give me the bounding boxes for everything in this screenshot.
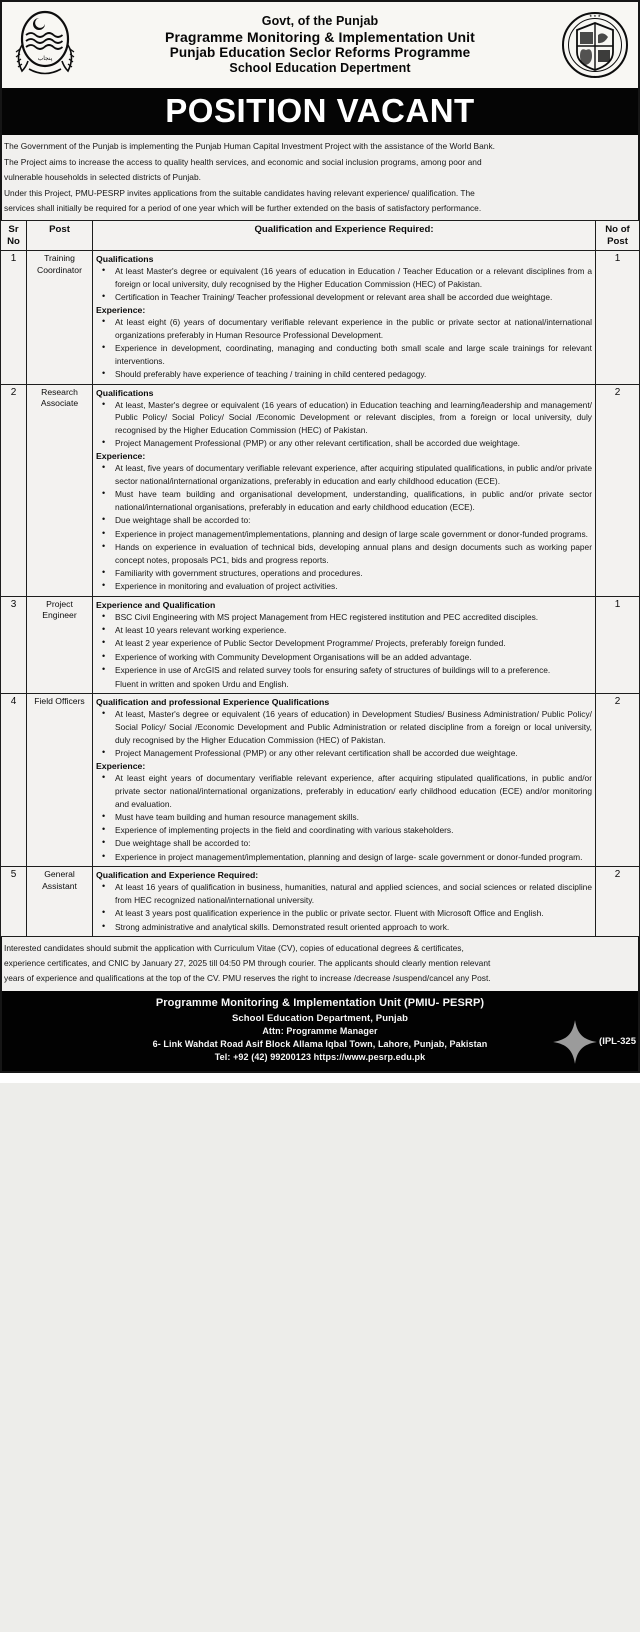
ipl-reference-mark xyxy=(552,1019,636,1065)
intro-line-4: Under this Project, PMU-PESRP invites applications from the suitable candidates having relevant experience/ qualification. The xyxy=(4,187,475,198)
requirement-item: • At least 2 year experience of Public Sector Development Programme/ Projects, preferably foreign funded. xyxy=(96,637,592,650)
header-sr-no: Sr No xyxy=(1,221,27,251)
requirement-item: • Project Management Professional (PMP) or any other relevant certification, shall be accorded due weightage. xyxy=(96,437,592,450)
school-education-department-crest-icon xyxy=(558,6,632,84)
requirement-item: • Experience in monitoring and evaluation of project activities. xyxy=(96,580,592,593)
header-no-of-post: No of Post xyxy=(596,221,640,251)
svg-text:★ ★ ★: ★ ★ ★ xyxy=(589,75,601,79)
requirement-item: • Project Management Professional (PMP) or any other relevant certification shall be accorded due weightage. xyxy=(96,747,592,760)
requirement-item: • Experience in project management/implementations, planning and design of large scale government or donor-funded programs. xyxy=(96,528,592,541)
requirement-item: • At least, five years of documentary verifiable relevant experience, after acquiring stipulated qualifications, in public and/or private sector national/international organizations, preferably in education and early childhood education (ECE). xyxy=(96,462,592,488)
row-qualification-cell xyxy=(93,251,596,385)
position-vacant-banner: POSITION VACANT xyxy=(0,88,640,135)
table-row xyxy=(1,694,640,867)
row-qualification-cell xyxy=(93,384,596,596)
closing-line-3: years of experience and qualifications at the top of the CV. PMU reserves the right to increase /decrease /suspend/cancel any Post. xyxy=(4,972,491,983)
requirement-item: • Experience of implementing projects in the field and coordinating with various stakeholders. xyxy=(96,824,592,837)
masthead xyxy=(0,0,640,88)
requirement-item: • At least eight (6) years of documentary verifiable relevant experience in the public or private sector at national/international organizations preferably in Human Resource Professional Development. xyxy=(96,316,592,342)
row-serial-number: 5 xyxy=(1,867,27,937)
vacancy-table xyxy=(0,220,640,937)
requirement-item: • Hands on experience in evaluation of technical bids, developing annual plans and design documents such as working paper concept notes, proposals PC1, bids and progress reports. xyxy=(96,541,592,567)
requirement-item: • At least eight years of documentary verifiable relevant experience, after acquiring stipulated qualifications, in public and/or private sector national/international organizations, preferably in education/ early childhood education (ECE) and/or monitoring and evaluation. xyxy=(96,772,592,810)
masthead-line-pmiu: Pragramme Monitoring & Implementation Unit xyxy=(165,28,475,45)
masthead-title-block xyxy=(82,14,558,76)
svg-text:پنجاب: پنجاب xyxy=(37,56,53,62)
table-header-row xyxy=(1,221,640,251)
row-qualification-cell xyxy=(93,596,596,694)
intro-line-5: services shall initially be required for a period of one year which will be further extended on the basis of satisfactory performance. xyxy=(4,203,482,214)
footer-contact-block xyxy=(0,991,640,1072)
page-bottom-margin xyxy=(0,1073,640,1083)
footer-department: School Education Department, Punjab xyxy=(231,1012,409,1024)
row-number-of-posts: 2 xyxy=(596,867,640,937)
table-row xyxy=(1,384,640,596)
requirement-item: • At least 16 years of qualification in business, humanities, natural and applied sciences, and social sciences or related discipline from HEC recognized national/international university. xyxy=(96,881,592,907)
row-number-of-posts: 2 xyxy=(596,694,640,867)
row-post-title: Research Associate xyxy=(27,384,93,596)
requirement-item: • Certification in Teacher Training/ Teacher professional development or relevant area shall be accorded due weightage. xyxy=(96,291,592,304)
section-heading: Experience: xyxy=(96,761,146,772)
requirement-item: • Must have team building and human resource management skills. xyxy=(96,811,592,824)
requirement-list xyxy=(96,316,592,381)
section-heading: Qualifications xyxy=(96,254,154,265)
row-post-title: General Assistant xyxy=(27,867,93,937)
masthead-line-department: School Education Depertment xyxy=(229,61,411,76)
closing-line-1: Interested candidates should submit the application with Curriculum Vitae (CV), copies of educational degrees & certificates, xyxy=(4,943,464,954)
closing-line-2: experience certificates, and CNIC by January 27, 2025 till 04:50 PM through courier. The applicants should clearly mention relevant xyxy=(4,958,491,969)
row-qualification-cell xyxy=(93,694,596,867)
table-row xyxy=(1,867,640,937)
table-row xyxy=(1,596,640,694)
row-number-of-posts: 1 xyxy=(596,251,640,385)
row-serial-number: 3 xyxy=(1,596,27,694)
requirement-item: • Due weightage shall be accorded to: xyxy=(96,837,592,850)
row-serial-number: 2 xyxy=(1,384,27,596)
row-serial-number: 4 xyxy=(1,694,27,867)
requirement-item: • At least 3 years post qualification experience in the public or private sector. Fluent with Microsoft Office and English. xyxy=(96,907,592,920)
requirement-list xyxy=(96,881,592,933)
footer-telephone-website: Tel: +92 (42) 99200123 https://www.pesrp.edu.pk xyxy=(214,1051,426,1062)
requirement-item: • Experience in development, coordinating, managing and conducting both small scale and large scale trainings for relevant interventions. xyxy=(96,342,592,368)
requirement-list xyxy=(96,772,592,863)
requirement-item: Fluent in written and spoken Urdu and English. xyxy=(115,678,289,689)
requirement-item: • BSC Civil Engineering with MS project Management from HEC registered institution and PEC accredited disciples. xyxy=(96,611,592,624)
row-post-title: Project Engineer xyxy=(27,596,93,694)
svg-text:★ ★ ★: ★ ★ ★ xyxy=(589,14,601,18)
masthead-line-pesrp: Punjab Education Seclor Reforms Programme xyxy=(169,45,471,61)
requirement-item: • Must have team building and organisational development, understanding, qualifications, in public and/or private sector national/international organisations, preferably in education and early childhood education (ECE). xyxy=(96,488,592,514)
section-heading: Qualification and Experience Required: xyxy=(96,870,259,881)
section-heading: Qualification and professional Experience Qualifications xyxy=(96,697,330,708)
requirement-list xyxy=(96,678,592,691)
requirement-list xyxy=(96,399,592,451)
requirement-list xyxy=(96,708,592,760)
row-post-title: Field Officers xyxy=(27,694,93,867)
footer-address: 6- Link Wahdat Road Asif Block Allama Iqbal Town, Lahore, Punjab, Pakistan xyxy=(152,1039,488,1050)
closing-note xyxy=(0,937,640,991)
footer-org-name: Programme Monitoring & Implementation Unit (PMIU- PESRP) xyxy=(155,997,485,1010)
four-point-star-icon xyxy=(552,1019,598,1065)
intro-line-3: vulnerable households in selected districts of Punjab. xyxy=(4,172,201,183)
requirement-item: • At least Master's degree or equivalent (16 years of education in Education / Teacher Education or a relevant disciplines from a foreign or local university, duly recognised by the Higher Education Commission (HEC) of Pakistan. xyxy=(96,265,592,291)
intro-line-2: The Project aims to increase the access to quality health services, and economic and social inclusion programs, among poor and xyxy=(4,156,482,167)
requirement-item: • At least 10 years relevant working experience. xyxy=(96,624,592,637)
section-heading: Qualifications xyxy=(96,387,154,398)
requirement-item: • Familiarity with government structures, operations and procedures. xyxy=(96,567,592,580)
requirement-item: • Should preferably have experience of teaching / training in child centered pedagogy. xyxy=(96,368,592,381)
requirement-item: • At least, Master's degree or equivalent (16 years of education) in Development Studies/ Business Administration/ Public Policy/ Social Policy/ Social /Economic Development and Public Administration or related discipline from a foreign or local university, duly recognised by the Higher Education Commission (HEC) of Pakistan. xyxy=(96,708,592,746)
masthead-line-govt: Govt, of the Punjab xyxy=(261,14,379,29)
requirement-item: • Strong administrative and analytical skills. Demonstrated result oriented approach to work. xyxy=(96,921,592,934)
section-heading: Experience: xyxy=(96,304,146,315)
row-number-of-posts: 1 xyxy=(596,596,640,694)
ipl-code-text: (IPL-325 xyxy=(599,1036,636,1048)
header-post: Post xyxy=(27,221,93,251)
row-qualification-cell xyxy=(93,867,596,937)
requirement-item: • Experience of working with Community Development Organisations will be an added advantage. xyxy=(96,651,592,664)
header-qualification: Qualification and Experience Required: xyxy=(93,221,596,251)
requirement-list xyxy=(96,265,592,304)
section-heading: Experience and Qualification xyxy=(96,599,216,610)
requirement-item: • At least, Master's degree or equivalent (16 years of education) in Education teaching and learning/leadership and management/ Public Policy/ Social Policy/ Social /Economic Development or relevant disciples, from a foreign or local university, duly recognised by the Higher Education Commission (HEC) of Pakistan. xyxy=(96,399,592,437)
vacancy-table-body xyxy=(1,251,640,937)
requirement-item: • Due weightage shall be accorded to: xyxy=(96,514,592,527)
table-row xyxy=(1,251,640,385)
row-post-title: Training Coordinator xyxy=(27,251,93,385)
punjab-government-crest-icon xyxy=(8,6,82,84)
intro-paragraphs xyxy=(0,135,640,220)
requirement-list xyxy=(96,462,592,593)
requirement-item: • Experience in project management/implementation, planning and design of large- scale government or donor-funded program. xyxy=(96,851,592,864)
requirement-list xyxy=(96,611,592,677)
requirement-item: • Experience in use of ArcGIS and related survey tools for ensuring safety of structures of buildings will to a preference. xyxy=(96,664,592,677)
section-heading: Experience: xyxy=(96,451,146,462)
row-serial-number: 1 xyxy=(1,251,27,385)
footer-attention: Attn: Programme Manager xyxy=(262,1026,378,1037)
row-number-of-posts: 2 xyxy=(596,384,640,596)
intro-line-1: The Government of the Punjab is implementing the Punjab Human Capital Investment Project with the assistance of the World Bank. xyxy=(4,141,495,151)
